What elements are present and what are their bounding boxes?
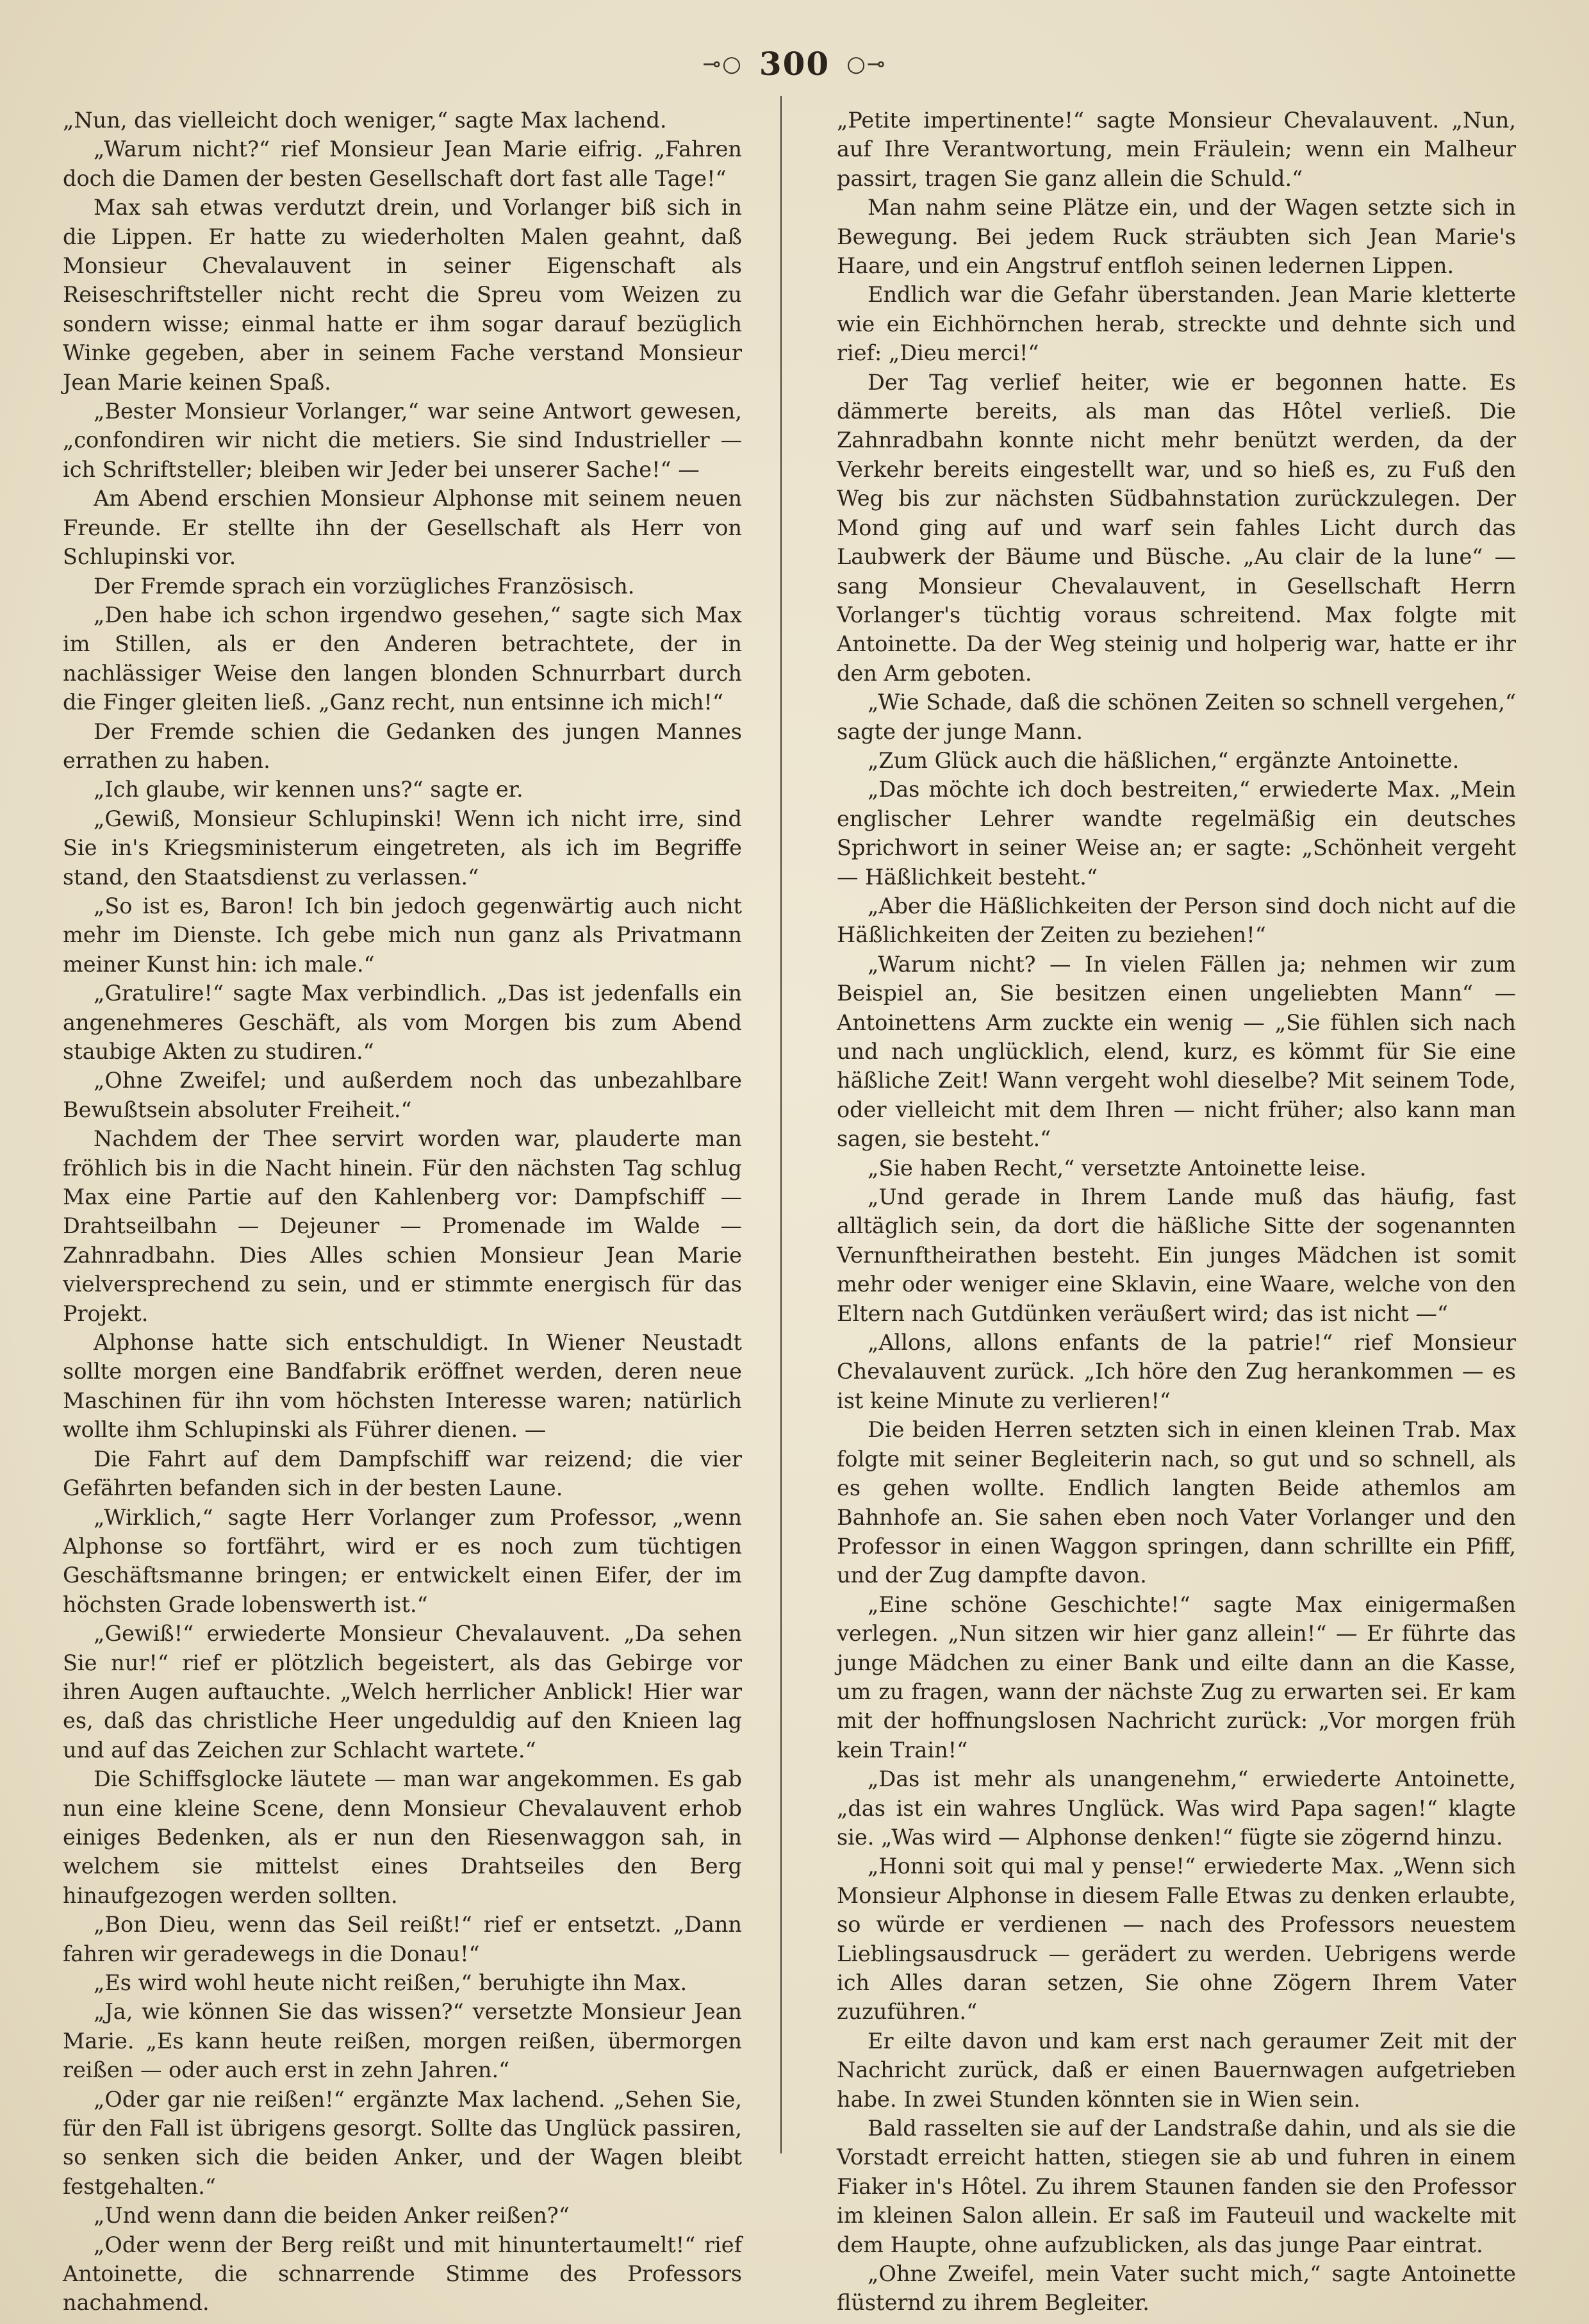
- paragraph: „Ja, wie können Sie das wissen?“ versetzte Monsieur Jean Marie. „Es kann heute reißen, morgen reißen, übermorgen reißen — oder auch erst in zehn Jahren.“: [63, 1999, 742, 2083]
- paragraph: „Nun, das vielleicht doch weniger,“ sagte Max lachend.: [63, 108, 667, 133]
- paragraph: „Warum nicht?“ rief Monsieur Jean Marie eifrig. „Fahren doch die Damen der besten Gesellschaft dort fast alle Tage!“: [63, 137, 742, 191]
- paragraph: „Oder gar nie reißen!“ ergänzte Max lachend. „Sehen Sie, für den Fall ist übrigens gesorgt. Sollte das Unglück passiren, so senken sich die beiden Anker, und der Wagen bleibt festgehalten.“: [63, 2086, 742, 2199]
- paragraph: „Ohne Zweifel; und außerdem noch das unbezahlbare Bewußtsein absoluter Freiheit.“: [63, 1068, 742, 1122]
- paragraph: „Und wenn dann die beiden Anker reißen?“: [94, 2203, 570, 2229]
- left-column: [63, 106, 742, 2316]
- paragraph: Der Fremde sprach ein vorzügliches Französisch.: [94, 573, 635, 599]
- right-column: [837, 106, 1516, 2316]
- paragraph: „Ich glaube, wir kennen uns?“ sagte er.: [94, 777, 523, 802]
- paragraph: Max sah etwas verdutzt drein, und Vorlanger biß sich in die Lippen. Er hatte zu wiederholten Malen geahnt, daß Monsieur Chevalauvent in seiner Eigenschaft als Reiseschriftsteller nicht recht die Spreu vom Weizen zu sondern wisse; einmal hatte er ihm sogar darauf bezüglich Winke gegeben, aber in seinem Fache verstand Monsieur Jean Marie keinen Spaß.: [63, 195, 742, 395]
- paragraph: Alphonse hatte sich entschuldigt. In Wiener Neustadt sollte morgen eine Bandfabrik eröffnet werden, deren neue Maschinen für ihn vom höchsten Interesse waren; natürlich wollte ihm Schlupinski als Führer dienen. —: [63, 1330, 742, 1443]
- paragraph: Er eilte davon und kam erst nach geraumer Zeit mit der Nachricht zurück, daß er einen Bauernwagen aufgetrieben habe. In zwei Stunden könnten sie in Wien sein.: [837, 2028, 1516, 2112]
- paragraph: Der Tag verlief heiter, wie er begonnen hatte. Es dämmerte bereits, als man das Hôtel verließ. Die Zahnradbahn konnte nicht mehr benützt werden, da der Verkehr bereits eingestellt war, und so hieß es, zu Fuß den Weg bis zur nächsten Südbahnstation zurückzulegen. Der Mond ging auf und warf sein fahles Licht durch das Laubwerk der Bäume und Büsche. „Au clair de la lune“ — sang Monsieur Chevalauvent, in Gesellschaft Herrn Vorlanger's tüchtig voraus schreitend. Max folgte mit Antoinette. Da der Weg steinig und holperig war, hatte er ihr den Arm geboten.: [837, 369, 1516, 686]
- paragraph: „Ohne Zweifel, mein Vater sucht mich,“ sagte Antoinette flüsternd zu ihrem Begleiter.: [837, 2261, 1516, 2316]
- paragraph: Die Fahrt auf dem Dampfschiff war reizend; die vier Gefährten befanden sich in der besten Laune.: [63, 1446, 742, 1501]
- paragraph: Nachdem der Thee servirt worden war, plauderte man fröhlich bis in die Nacht hinein. Für den nächsten Tag schlug Max eine Partie auf den Kahlenberg vor: Dampfschiff — Drahtseilbahn — Dejeuner — Promenade im Walde — Zahnradbahn. Dies Alles schien Monsieur Jean Marie vielversprechend zu sein, und er stimmte energisch für das Projekt.: [63, 1126, 742, 1326]
- paragraph: „Bester Monsieur Vorlanger,“ war seine Antwort gewesen, „confondiren wir nicht die metiers. Sie sind Industrieller — ich Schriftsteller; bleiben wir Jeder bei unserer Sache!“ —: [63, 399, 742, 482]
- page-header: [0, 45, 1589, 83]
- paragraph: Die beiden Herren setzten sich in einen kleinen Trab. Max folgte mit seiner Begleiterin nach, so gut und so schnell, als es gehen wollte. Endlich langten Beide athemlos am Bahnhofe an. Sie sahen eben noch Vater Vorlanger und den Professor in einen Waggon springen, dann schrillte ein Pfiff, und der Zug dampfte davon.: [837, 1417, 1516, 1588]
- paragraph: Am Abend erschien Monsieur Alphonse mit seinem neuen Freunde. Er stellte ihn der Gesellschaft als Herr von Schlupinski vor.: [63, 486, 742, 570]
- paragraph: Endlich war die Gefahr überstanden. Jean Marie kletterte wie ein Eichhörnchen herab, streckte und dehnte sich und rief: „Dieu merci!“: [837, 282, 1516, 366]
- paragraph: „Bon Dieu, wenn das Seil reißt!“ rief er entsetzt. „Dann fahren wir geradewegs in die Donau!“: [63, 1912, 742, 1966]
- paragraph: Bald rasselten sie auf der Landstraße dahin, und als sie die Vorstadt erreicht hatten, stiegen sie ab und fuhren in einem Fiaker in's Hôtel. Zu ihrem Staunen fanden sie den Professor im kleinen Salon allein. Er saß im Fauteuil und wackelte mit dem Haupte, ohne aufzublicken, als das junge Paar eintrat.: [837, 2116, 1516, 2257]
- paragraph: Der Fremde schien die Gedanken des jungen Mannes errathen zu haben.: [63, 718, 742, 773]
- paragraph: „Sie haben Recht,“ versetzte Antoinette leise.: [868, 1155, 1367, 1181]
- paragraph: „Gratulire!“ sagte Max verbindlich. „Das ist jedenfalls ein angenehmeres Geschäft, als vom Morgen bis zum Abend staubige Akten zu studiren.“: [63, 981, 742, 1064]
- paragraph: „Warum nicht? — In vielen Fällen ja; nehmen wir zum Beispiel an, Sie besitzen einen ungeliebten Mann“ — Antoinettens Arm zuckte ein wenig — „Sie fühlen sich nach und nach unglücklich, elend, kurz, es kömmt für Sie eine häßliche Zeit! Wann vergeht wohl dieselbe? Mit seinem Tode, oder vielleicht mit dem Ihren — nicht früher; also kann man sagen, sie besteht.“: [837, 951, 1516, 1152]
- paragraph: „Wirklich,“ sagte Herr Vorlanger zum Professor, „wenn Alphonse so fortfährt, wird er es noch zum tüchtigen Geschäftsmanne bringen; er entwickelt einen Eifer, der im höchsten Grade lobenswerth ist.“: [63, 1504, 742, 1617]
- paragraph: „Das ist mehr als unangenehm,“ erwiederte Antoinette, „das ist ein wahres Unglück. Was wird Papa sagen!“ klagte sie. „Was wird — Alphonse denken!“ fügte sie zögernd hinzu.: [837, 1766, 1516, 1850]
- left-ornament: ⊸○: [702, 51, 743, 77]
- paragraph: „Zum Glück auch die häßlichen,“ ergänzte Antoinette.: [868, 747, 1460, 773]
- page-number: 300: [759, 45, 830, 83]
- right-ornament: ○⊸: [846, 51, 887, 77]
- paragraph: Die Schiffsglocke läutete — man war angekommen. Es gab nun eine kleine Scene, denn Monsieur Chevalauvent erhob einiges Bedenken, als er nun den Riesenwaggon sah, in welchem sie mittelst eines Drahtseiles den Berg hinaufgezogen werden sollten.: [63, 1766, 742, 1908]
- paragraph: „Den habe ich schon irgendwo gesehen,“ sagte sich Max im Stillen, als er den Anderen betrachtete, der in nachlässiger Weise den langen blonden Schnurrbart durch die Finger gleiten ließ. „Ganz recht, nun entsinne ich mich!“: [63, 602, 742, 715]
- paragraph: „Oder wenn der Berg reißt und mit hinuntertaumelt!“ rief Antoinette, die schnarrende Stimme des Professors nachahmend.: [63, 2232, 742, 2316]
- paragraph: „So ist es, Baron! Ich bin jedoch gegenwärtig auch nicht mehr im Dienste. Ich gebe mich nun ganz als Privatmann meiner Kunst hin: ich male.“: [63, 893, 742, 977]
- paragraph: „Allons, allons enfants de la patrie!“ rief Monsieur Chevalauvent zurück. „Ich höre den Zug herankommen — es ist keine Minute zu verlieren!“: [837, 1330, 1516, 1413]
- paragraph: „Honni soit qui mal y pense!“ erwiederte Max. „Wenn sich Monsieur Alphonse in diesem Falle Etwas zu denken erlaubte, so würde er verdienen — nach des Professors neuestem Lieblingsausdruck — gerädert zu werden. Uebrigens werde ich Alles daran setzen, Sie ohne Zögern Ihrem Vater zuzuführen.“: [837, 1854, 1516, 2025]
- paragraph: „Gewiß, Monsieur Schlupinski! Wenn ich nicht irre, sind Sie in's Kriegsministerum eingetreten, als ich im Begriffe stand, den Staatsdienst zu verlassen.“: [63, 806, 742, 890]
- paragraph: Man nahm seine Plätze ein, und der Wagen setzte sich in Bewegung. Bei jedem Ruck sträubten sich Jean Marie's Haare, und ein Angstruf entfloh seinen ledernen Lippen.: [837, 195, 1516, 279]
- paragraph: „Gewiß!“ erwiederte Monsieur Chevalauvent. „Da sehen Sie nur!“ rief er plötzlich begeistert, als das Gebirge vor ihren Augen auftauchte. „Welch herrlicher Anblick! Hier war es, daß das christliche Heer ungeduldig auf den Knieen lag und auf das Zeichen zur Schlacht wartete.“: [63, 1621, 742, 1763]
- paragraph: „Petite impertinente!“ sagte Monsieur Chevalauvent. „Nun, auf Ihre Verantwortung, mein Fräulein; wenn ein Malheur passirt, tragen Sie ganz allein die Schuld.“: [837, 108, 1516, 191]
- paragraph: „Eine schöne Geschichte!“ sagte Max einigermaßen verlegen. „Nun sitzen wir hier ganz allein!“ — Er führte das junge Mädchen zu einer Bank und eilte dann an die Kasse, um zu fragen, wann der nächste Zug zu erwarten sei. Er kam mit der hoffnungslosen Nachricht zurück: „Vor morgen früh kein Train!“: [837, 1591, 1516, 1763]
- paragraph: „Aber die Häßlichkeiten der Person sind doch nicht auf die Häßlichkeiten der Zeiten zu beziehen!“: [837, 893, 1516, 948]
- paragraph: „Es wird wohl heute nicht reißen,“ beruhigte ihn Max.: [94, 1970, 687, 1995]
- paragraph: „Das möchte ich doch bestreiten,“ erwiederte Max. „Mein englischer Lehrer wandte regelmäßig ein deutsches Sprichwort in seiner Weise an; er sagte: „Schönheit vergeht — Häßlichkeit besteht.“: [837, 777, 1516, 890]
- paragraph: „Wie Schade, daß die schönen Zeiten so schnell vergehen,“ sagte der junge Mann.: [837, 690, 1516, 744]
- paragraph: „Und gerade in Ihrem Lande muß das häufig, fast alltäglich sein, da dort die häßliche Sitte der sogenannten Vernunftheirathen besteht. Ein junges Mädchen ist somit mehr oder weniger eine Sklavin, eine Waare, welche von den Eltern nach Gutdünken veräußert wird; das ist nicht —“: [837, 1184, 1516, 1326]
- column-divider: [780, 96, 782, 2154]
